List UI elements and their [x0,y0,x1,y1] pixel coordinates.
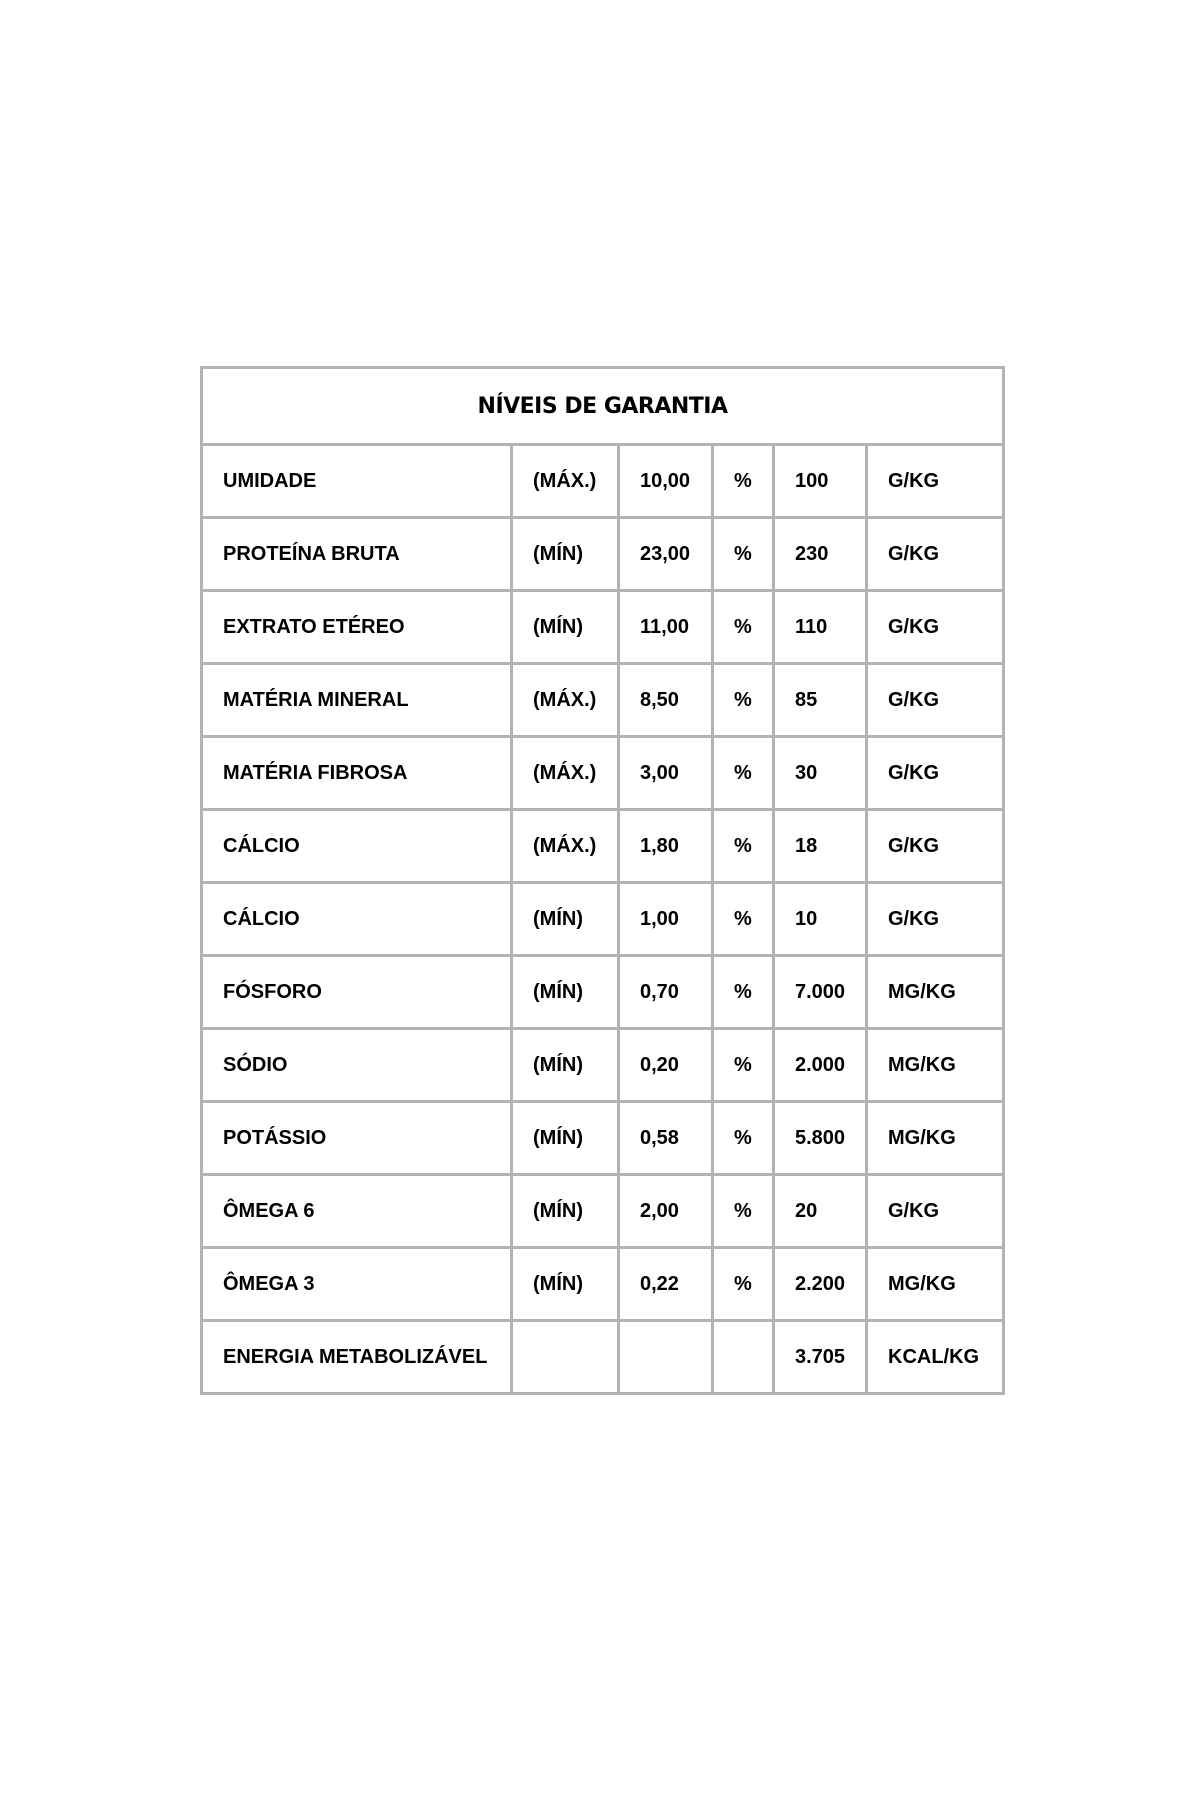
percent-value: 1,80 [619,810,713,883]
nutrient-name: MATÉRIA FIBROSA [202,737,512,810]
limit-type: (MÍN) [512,591,619,664]
table-row [202,883,1004,956]
quantity-value: 3.705 [774,1321,867,1394]
nutrient-name: POTÁSSIO [202,1102,512,1175]
percent-symbol: % [713,956,774,1029]
percent-symbol: % [713,445,774,518]
limit-type [512,1321,619,1394]
percent-symbol: % [713,1175,774,1248]
table-row [202,737,1004,810]
quantity-unit: KCAL/KG [867,1321,1004,1394]
limit-type: (MÍN) [512,1029,619,1102]
percent-symbol: % [713,810,774,883]
table-row [202,1248,1004,1321]
limit-type: (MÁX.) [512,810,619,883]
quantity-value: 110 [774,591,867,664]
quantity-value: 2.200 [774,1248,867,1321]
guarantee-levels-table [200,366,1005,1395]
limit-type: (MÁX.) [512,664,619,737]
nutrient-name: PROTEÍNA BRUTA [202,518,512,591]
percent-value [619,1321,713,1394]
nutrient-name: ÔMEGA 3 [202,1248,512,1321]
table-row [202,1029,1004,1102]
quantity-unit: MG/KG [867,1029,1004,1102]
quantity-unit: G/KG [867,737,1004,810]
nutrient-name: MATÉRIA MINERAL [202,664,512,737]
quantity-value: 20 [774,1175,867,1248]
quantity-unit: MG/KG [867,1102,1004,1175]
nutrient-name: UMIDADE [202,445,512,518]
quantity-unit: MG/KG [867,1248,1004,1321]
nutrient-name: CÁLCIO [202,810,512,883]
percent-value: 0,58 [619,1102,713,1175]
percent-symbol: % [713,591,774,664]
quantity-value: 100 [774,445,867,518]
percent-value: 3,00 [619,737,713,810]
percent-value: 0,22 [619,1248,713,1321]
percent-symbol: % [713,664,774,737]
percent-value: 1,00 [619,883,713,956]
percent-value: 8,50 [619,664,713,737]
table-row [202,591,1004,664]
quantity-unit: G/KG [867,1175,1004,1248]
percent-value: 23,00 [619,518,713,591]
limit-type: (MÍN) [512,1175,619,1248]
percent-value: 10,00 [619,445,713,518]
limit-type: (MÍN) [512,518,619,591]
quantity-unit: G/KG [867,883,1004,956]
percent-symbol: % [713,518,774,591]
quantity-unit: G/KG [867,445,1004,518]
quantity-value: 230 [774,518,867,591]
table-title: NÍVEIS DE GARANTIA [202,368,1004,445]
quantity-value: 85 [774,664,867,737]
quantity-value: 30 [774,737,867,810]
quantity-value: 2.000 [774,1029,867,1102]
nutrient-name: FÓSFORO [202,956,512,1029]
percent-value: 0,20 [619,1029,713,1102]
percent-value: 0,70 [619,956,713,1029]
table-row [202,1102,1004,1175]
table-row [202,1175,1004,1248]
table-row [202,664,1004,737]
percent-value: 2,00 [619,1175,713,1248]
nutrient-name: SÓDIO [202,1029,512,1102]
percent-symbol [713,1321,774,1394]
limit-type: (MÁX.) [512,445,619,518]
quantity-unit: G/KG [867,810,1004,883]
nutrient-name: EXTRATO ETÉREO [202,591,512,664]
limit-type: (MÍN) [512,1248,619,1321]
limit-type: (MÍN) [512,1102,619,1175]
quantity-unit: G/KG [867,664,1004,737]
table-row [202,1321,1004,1394]
percent-symbol: % [713,737,774,810]
table-row [202,810,1004,883]
quantity-value: 5.800 [774,1102,867,1175]
percent-symbol: % [713,1029,774,1102]
table-row [202,518,1004,591]
percent-value: 11,00 [619,591,713,664]
table-row [202,445,1004,518]
quantity-unit: MG/KG [867,956,1004,1029]
table-body [202,445,1004,1394]
nutrient-name: CÁLCIO [202,883,512,956]
table-row [202,956,1004,1029]
limit-type: (MÁX.) [512,737,619,810]
quantity-value: 18 [774,810,867,883]
limit-type: (MÍN) [512,956,619,1029]
quantity-unit: G/KG [867,518,1004,591]
percent-symbol: % [713,1248,774,1321]
guarantee-levels-sheet [200,366,1002,1395]
quantity-unit: G/KG [867,591,1004,664]
quantity-value: 7.000 [774,956,867,1029]
limit-type: (MÍN) [512,883,619,956]
quantity-value: 10 [774,883,867,956]
nutrient-name: ÔMEGA 6 [202,1175,512,1248]
percent-symbol: % [713,1102,774,1175]
percent-symbol: % [713,883,774,956]
table-title-row [202,368,1004,445]
nutrient-name: ENERGIA METABOLIZÁVEL [202,1321,512,1394]
